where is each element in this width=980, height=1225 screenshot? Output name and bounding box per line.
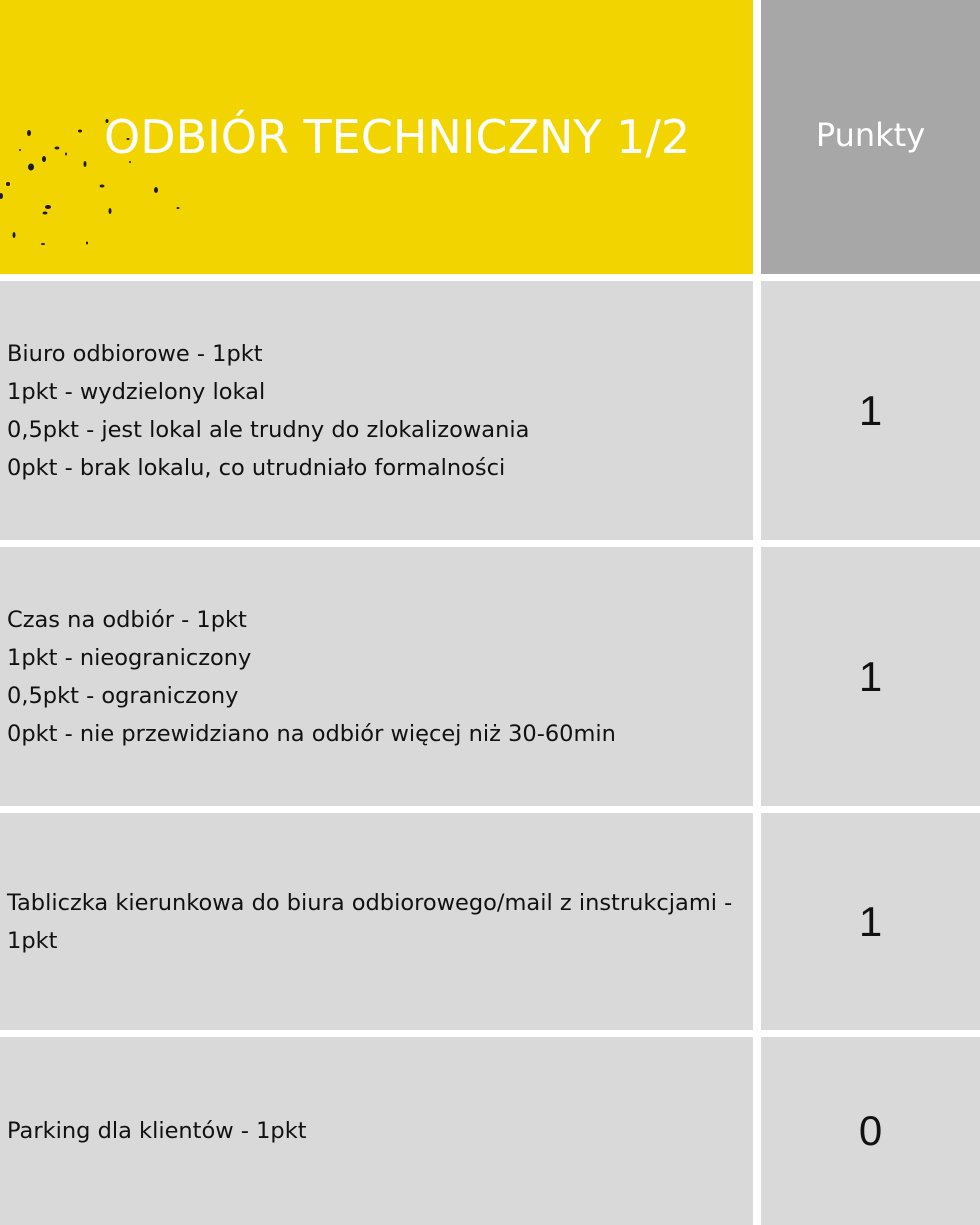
criteria-line: 0pkt - brak lokalu, co utrudniało formalności [7, 454, 506, 481]
criteria-line: 0,5pkt - ograniczony [7, 682, 239, 709]
criteria-line: 0pkt - nie przewidziano na odbiór więcej niż 30-60min [7, 720, 616, 747]
criteria-cell-3 [0, 813, 753, 1030]
score-value: 1 [858, 652, 883, 700]
score-cell-3 [761, 813, 980, 1030]
criteria-line: 0,5pkt - jest lokal ale trudny do zlokalizowania [7, 416, 530, 443]
score-value: 1 [858, 386, 883, 434]
score-cell-2 [761, 547, 980, 806]
criteria-line: Parking dla klientów - 1pkt [7, 1118, 307, 1144]
score-cell-1 [761, 281, 980, 540]
criteria-cell-4 [0, 1037, 753, 1225]
score-value: 1 [858, 897, 883, 945]
criteria-line: Czas na odbiór - 1pkt [7, 606, 247, 633]
score-cell-4 [761, 1037, 980, 1225]
criteria-cell-1 [0, 281, 753, 540]
criteria-cell-2 [0, 547, 753, 806]
page-title: ODBIÓR TECHNICZNY 1/2 [104, 110, 691, 164]
points-column-header [761, 0, 980, 274]
criteria-line: Tabliczka kierunkowa do biura odbiorowego/mail z instrukcjami - 1pkt [7, 889, 733, 954]
criteria-line: Biuro odbiorowe - 1pkt [7, 340, 263, 367]
points-header-label: Punkty [815, 116, 926, 154]
score-value: 0 [858, 1107, 883, 1154]
title-cell [0, 0, 753, 274]
criteria-line: 1pkt - wydzielony lokal [7, 378, 266, 405]
criteria-line: 1pkt - nieograniczony [7, 644, 252, 671]
